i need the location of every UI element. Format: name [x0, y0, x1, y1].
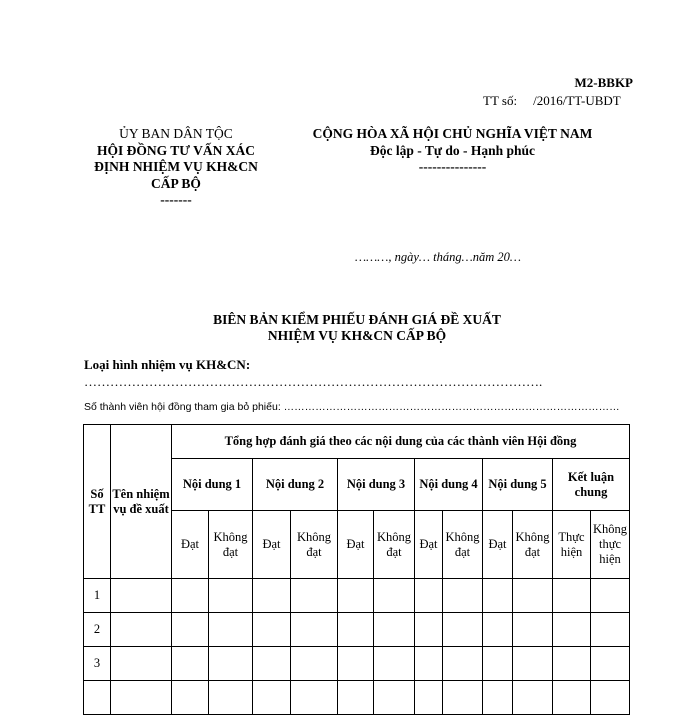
header-conclusion: Kết luận chung — [553, 459, 630, 511]
header-fail: Không đạt — [291, 511, 338, 579]
row-number — [84, 681, 111, 715]
evaluation-table — [83, 424, 630, 715]
national-divider: --------------- — [418, 159, 487, 174]
header-summary: Tổng hợp đánh giá theo các nội dung của các thành viên Hội đồng — [172, 425, 630, 459]
header-fail: Không đạt — [209, 511, 253, 579]
table-row — [84, 681, 630, 715]
agency-name: ỦY BAN DÂN TỘC — [119, 126, 233, 141]
title-line1: BIÊN BẢN KIỂM PHIẾU ĐÁNH GIÁ ĐỀ XUẤT — [213, 312, 501, 327]
title-line2: NHIỆM VỤ KH&CN CẤP BỘ — [267, 328, 447, 343]
agency-header — [88, 126, 264, 209]
task-type-label: Loại hình nhiệm vụ KH&CN: — [84, 357, 251, 372]
task-type-blank: ……………………………………………………………………………………………. — [84, 374, 543, 389]
date-line: ………, ngày… tháng…năm 20… — [355, 250, 521, 264]
header-content-5: Nội dung 5 — [483, 459, 553, 511]
table-row — [84, 579, 630, 613]
header-not-do: Không thực hiện — [591, 511, 630, 579]
council-name-line1: HỘI ĐỒNG TƯ VẤN XÁC ĐỊNH — [94, 142, 255, 174]
table-row — [84, 613, 630, 647]
header-task-name: Tên nhiệm vụ đề xuất — [111, 425, 172, 579]
council-name-line2: NHIỆM VỤ KH&CN CẤP BỘ — [132, 159, 258, 191]
form-code: M2-BBKP — [574, 75, 633, 90]
row-number: 3 — [84, 647, 111, 681]
header-fail: Không đạt — [374, 511, 415, 579]
header-fail: Không đạt — [513, 511, 553, 579]
agency-divider: ------- — [160, 192, 192, 207]
header-no: Số TT — [84, 425, 111, 579]
document-title — [150, 312, 564, 344]
header-content-4: Nội dung 4 — [415, 459, 483, 511]
council-name — [88, 143, 264, 193]
header-do: Thực hiện — [553, 511, 591, 579]
header-fail: Không đạt — [443, 511, 483, 579]
header-pass: Đạt — [172, 511, 209, 579]
row-number: 2 — [84, 613, 111, 647]
national-title: CỘNG HÒA XÃ HỘI CHỦ NGHĨA VIỆT NAM — [312, 126, 593, 141]
header-content-2: Nội dung 2 — [253, 459, 338, 511]
table-row — [84, 647, 630, 681]
header-pass: Đạt — [338, 511, 374, 579]
row-number: 1 — [84, 579, 111, 613]
header-pass: Đạt — [483, 511, 513, 579]
circular-value: /2016/TT-UBDT — [533, 93, 621, 108]
national-motto: Độc lập - Tự do - Hạnh phúc — [369, 142, 536, 158]
national-header — [300, 126, 605, 176]
header-content-1: Nội dung 1 — [172, 459, 253, 511]
header-pass: Đạt — [253, 511, 291, 579]
circular-label: TT số: — [483, 93, 518, 108]
circular-number — [483, 93, 621, 109]
members-count-line: Số thành viên hội đồng tham gia bỏ phiếu: …………………………………………………………………………………… — [84, 401, 620, 413]
header-content-3: Nội dung 3 — [338, 459, 415, 511]
header-pass: Đạt — [415, 511, 443, 579]
